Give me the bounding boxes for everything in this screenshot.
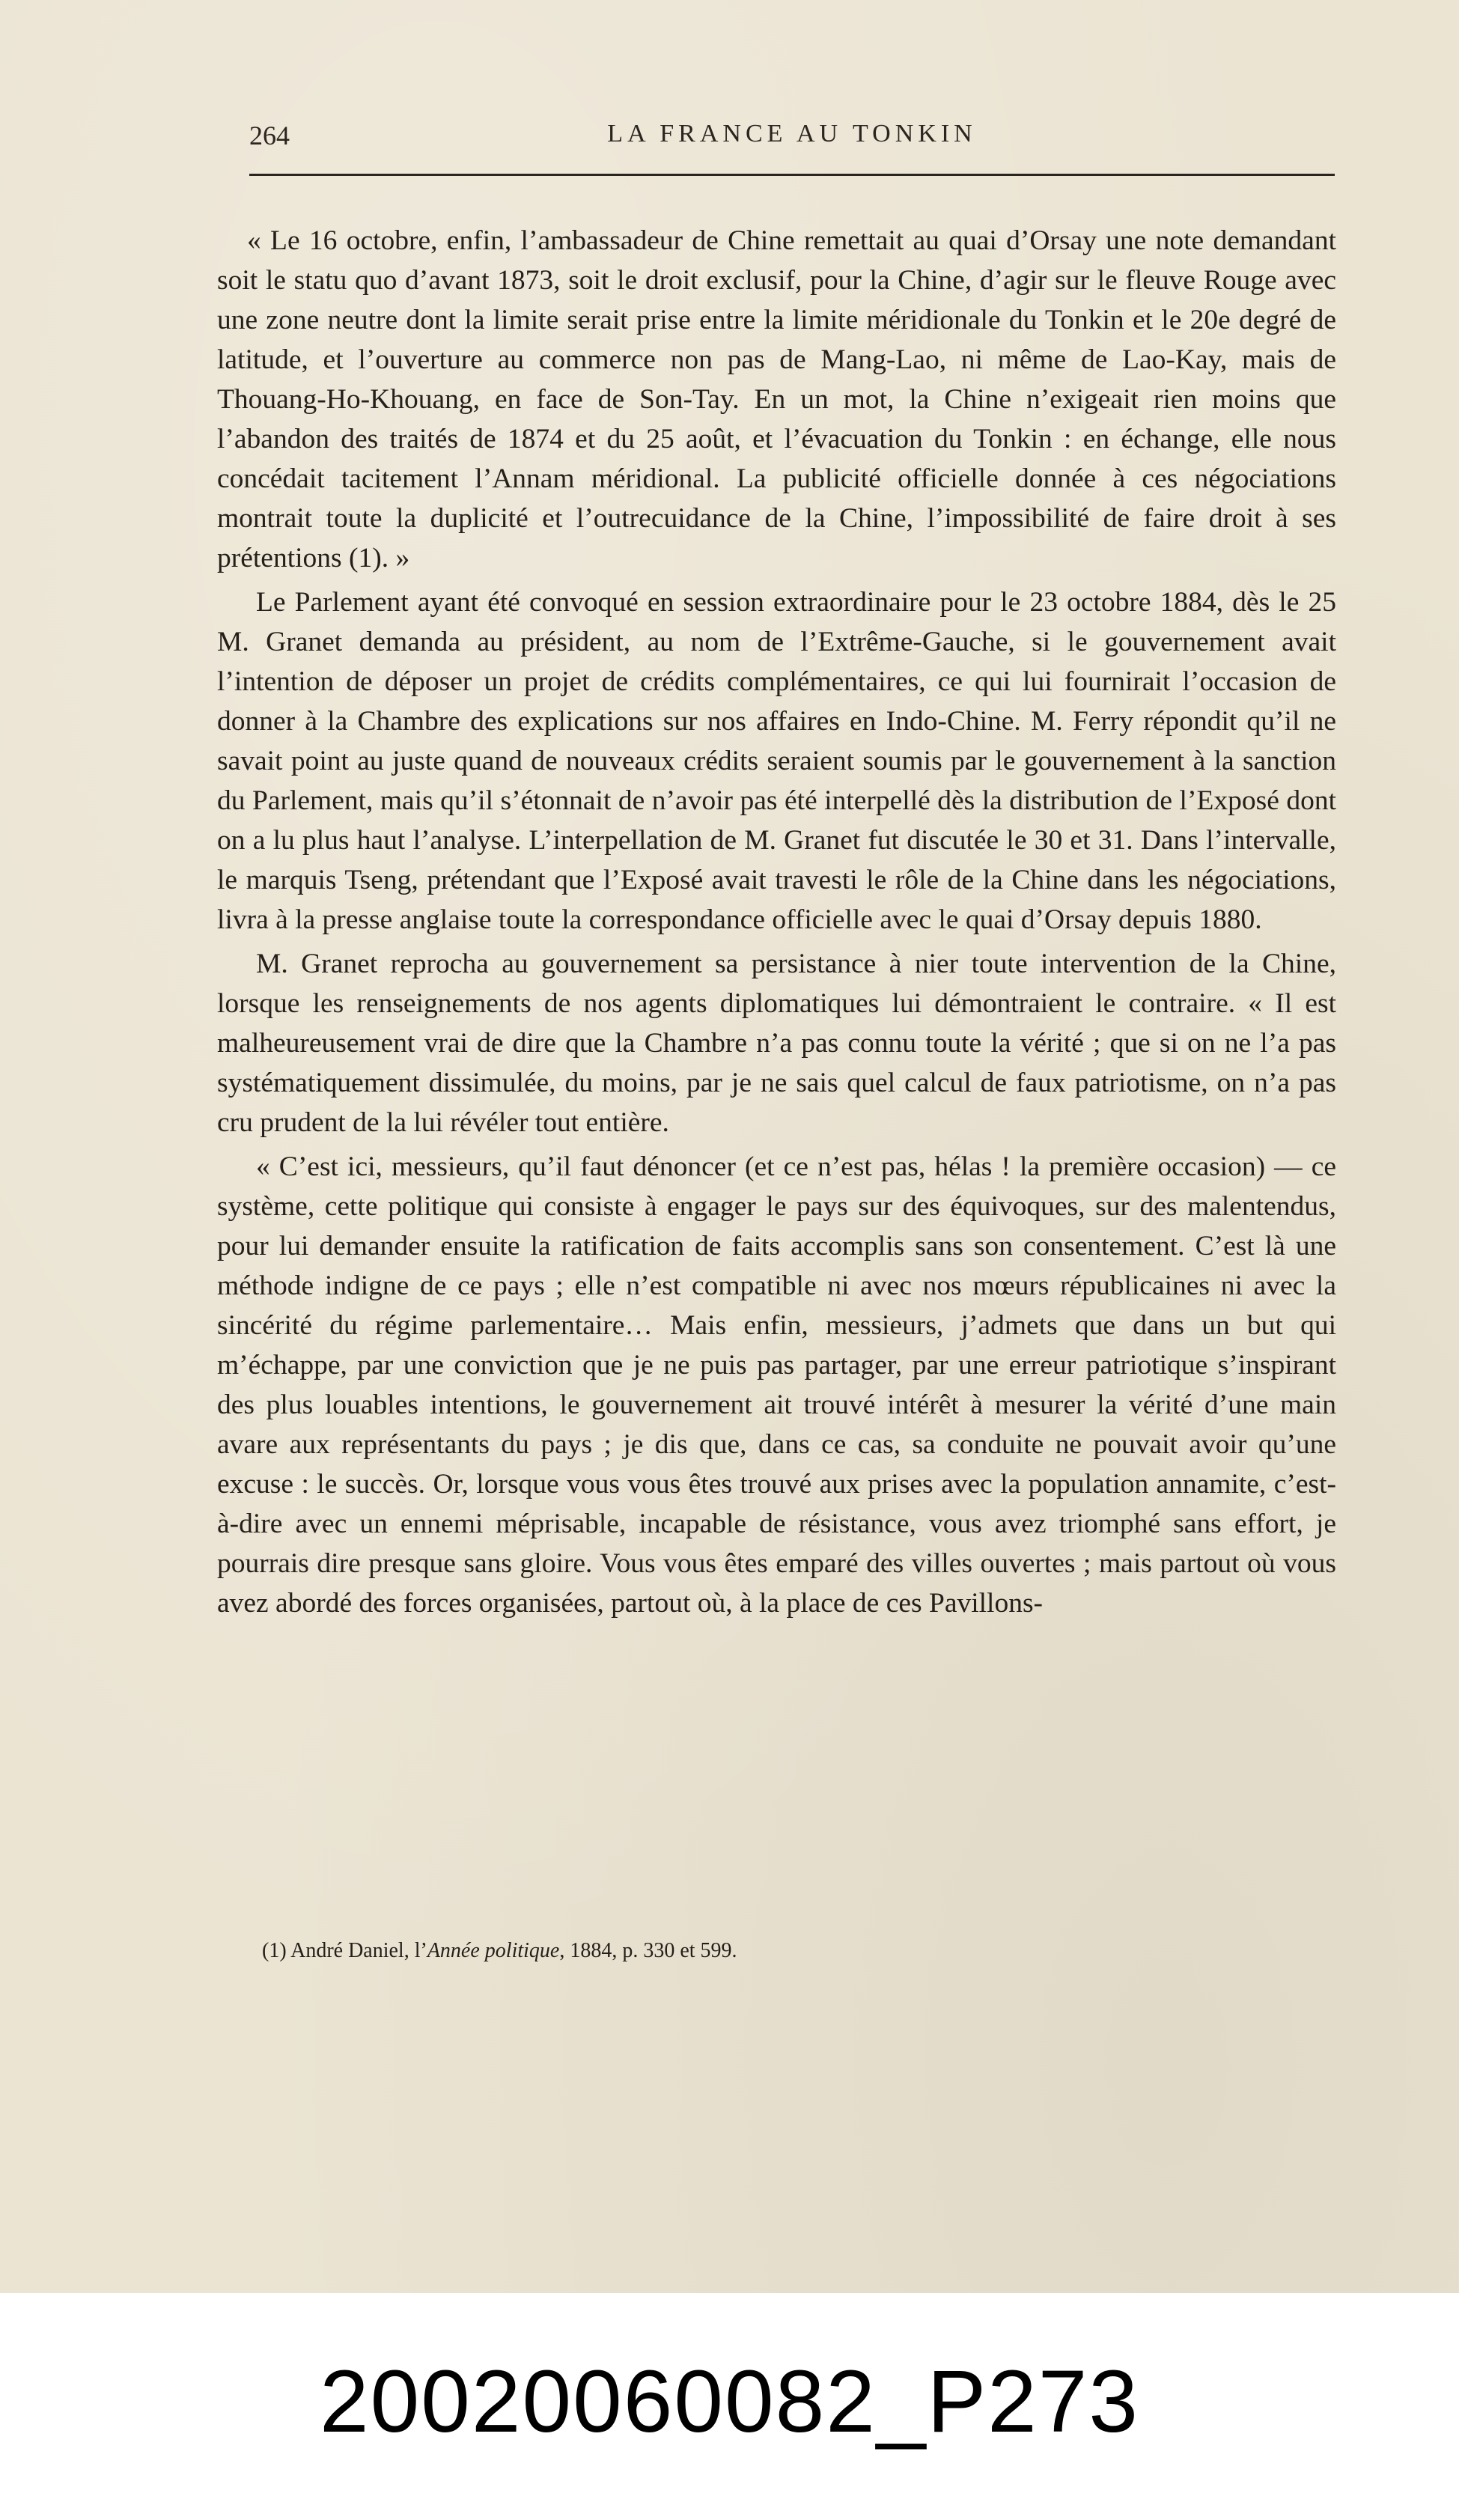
footnote: [262, 1938, 1310, 1964]
running-title: LA FRANCE AU TONKIN: [607, 120, 977, 147]
footnote-ref: , 1884, p. 330 et 599.: [559, 1939, 737, 1962]
paragraph-4: « C’est ici, messieurs, qu’il faut dénoncer (et ce n’est pas, hélas ! la première occasion) — ce système, cette politique qui consiste à engager le pays sur des équivoques, sur des malentendus, pour lui demander ensuite la ratification de faits accomplis sans son consentement. C’est là une méthode indigne de ce pays ; elle n’est compatible ni avec nos mœurs républicaines ni avec la sincérité du régime parlementaire… Mais enfin, messieurs, j’admets que dans un but qui m’échappe, par une conviction que je ne puis pas partager, par une erreur patriotique s’inspirant des plus louables intentions, le gouvernement ait trouvé intérêt à mesurer la vérité d’une main avare aux représentants du pays ; je dis que, dans ce cas, sa conduite ne pouvait avoir qu’une excuse : le succès. Or, lorsque vous vous êtes trouvé aux prises avec la population annamite, c’est-à-dire avec un ennemi méprisable, incapable de résistance, vous avez triomphé sans effort, je pourrais dire presque sans gloire. Vous vous êtes emparé des villes ouvertes ; mais partout où vous avez abordé des forces organisées, partout où, à la place de ces Pavillons-: [217, 1151, 1336, 1619]
page-number: 264: [249, 121, 290, 150]
paragraph-2: Le Parlement ayant été convoqué en session extraordinaire pour le 23 octobre 1884, dès le 25 M. Granet demanda au président, au nom de l’Extrême-Gauche, si le gouvernement avait l’intention de déposer un projet de crédits complémentaires, ce qui lui fournirait l’occasion de donner à la Chambre des explications sur nos affaires en Indo-Chine. M. Ferry répondit qu’il ne savait point au juste quand de nouveaux crédits seraient soumis par le gouvernement à la sanction du Parlement, mais qu’il s’étonnait de n’avoir pas été interpellé dès la distribution de l’Exposé dont on a lu plus haut l’analyse. L’interpellation de M. Granet fut discutée le 30 et 31. Dans l’intervalle, le marquis Tseng, prétendant que l’Exposé avait travesti le rôle de la Chine dans les négociations, livra à la presse anglaise toute la correspondance officielle avec le quai d’Orsay depuis 1880.: [217, 587, 1336, 935]
footnote-text: (1) André Daniel, l’: [262, 1939, 427, 1962]
paragraph-1: « Le 16 octobre, enfin, l’ambassadeur de Chine remettait au quai d’Orsay une note demandant soit le statu quo d’avant 1873, soit le droit exclusif, pour la Chine, d’agir sur le fleuve Rouge avec une zone neutre dont la limite serait prise entre la limite méridionale du Tonkin et le 20e degré de latitude, et l’ouverture au commerce non pas de Mang-Lao, ni même de Lao-Kay, mais de Thouang-Ho-Khouang, en face de Son-Tay. En un mot, la Chine n’exigeait rien moins que l’abandon des traités de 1874 et du 25 août, et l’évacuation du Tonkin : en échange, elle nous concédait tacitement l’Annam méridional. La publicité officielle donnée à ces négociations montrait toute la duplicité et l’outrecuidance de la Chine, l’impossibilité de faire droit à ses prétentions (1). »: [217, 225, 1336, 573]
image-identifier: 20020060082_P273: [319, 2352, 1140, 2451]
header-rule: [249, 174, 1335, 176]
footnote-title: Année politique: [427, 1939, 560, 1962]
page-header: [249, 114, 1335, 159]
paragraph-3: M. Granet reprocha au gouvernement sa persistance à nier toute intervention de la Chine, lorsque les renseignements de nos agents diplomatiques lui démontraient le contraire. « Il est malheureusement vrai de dire que la Chambre n’a pas connu toute la vérité ; que si on ne l’a pas systématiquement dissimulée, du moins, par je ne sais quel calcul de faux patriotisme, on n’a pas cru prudent de la lui révéler tout entière.: [217, 949, 1336, 1138]
body-text: [217, 221, 1336, 1628]
